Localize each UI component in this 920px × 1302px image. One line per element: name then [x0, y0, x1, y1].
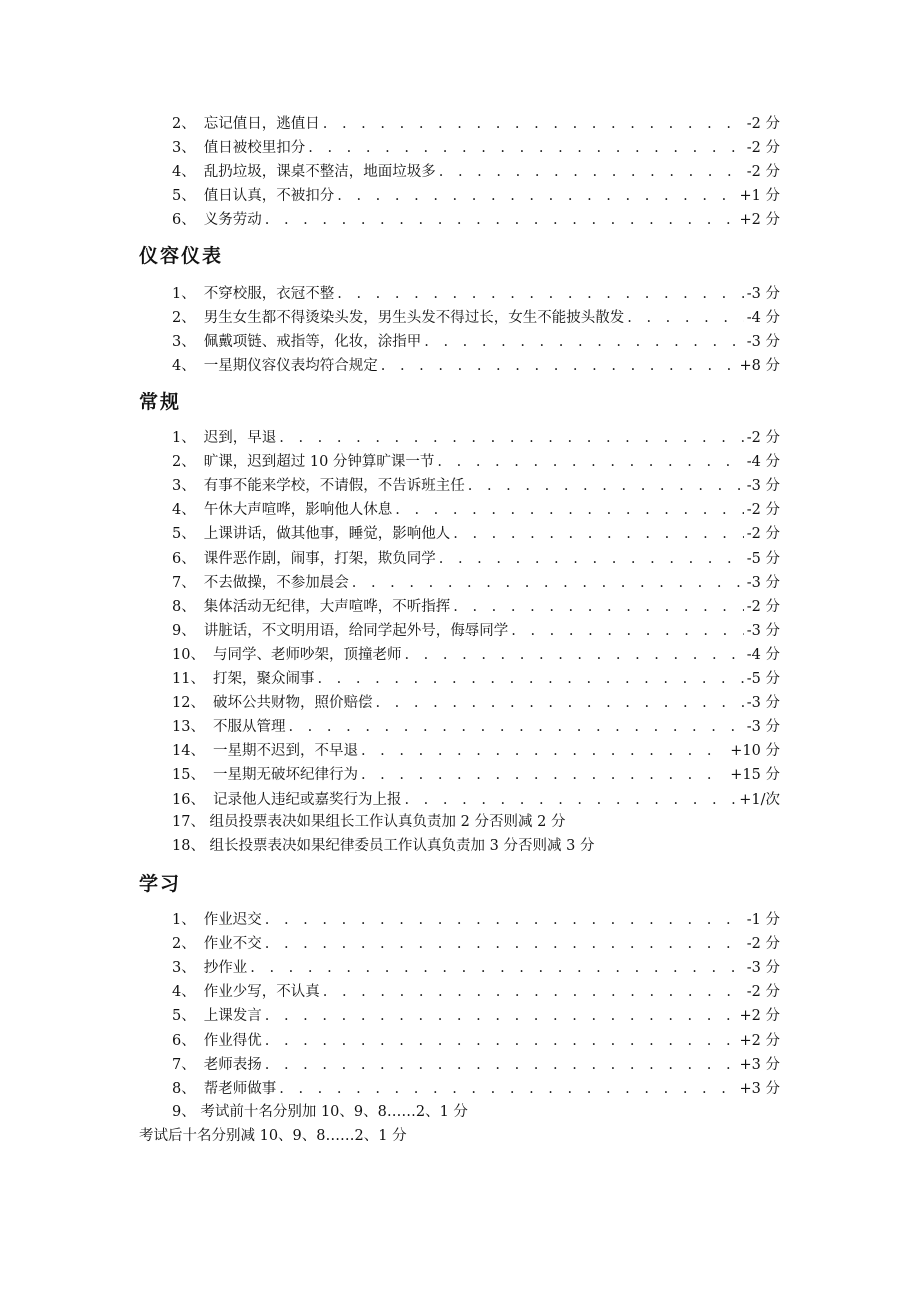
dot-leader [308, 137, 744, 159]
item-score: -4 分 [746, 454, 780, 471]
appearance-item [172, 331, 780, 353]
routine-item [172, 620, 780, 642]
item-text: 不去做操，不参加晨会 [203, 574, 349, 591]
duty-item [172, 137, 780, 159]
dot-leader [265, 1030, 737, 1052]
routine-item [172, 451, 780, 473]
dot-leader [375, 692, 743, 714]
item-number: 3、 [172, 334, 196, 350]
routine-item [172, 644, 780, 666]
dot-leader [352, 572, 744, 594]
item-number: 3、 [172, 478, 196, 495]
item-text: 一星期不迟到，不早退 [212, 743, 358, 760]
routine-note: 17、 组员投票表决如果组长工作认真负责加 2 分否则减 2 分 [172, 814, 566, 830]
item-score: -4 分 [746, 310, 780, 326]
appearance-item [172, 355, 780, 377]
dot-leader [361, 740, 727, 762]
item-number: 8、 [172, 598, 196, 615]
dot-leader [337, 283, 744, 305]
item-text: 佩戴项链、戒指等，化妆，涂指甲 [203, 334, 422, 350]
appearance-item [172, 307, 780, 329]
item-text: 破坏公共财物，照价赔偿 [212, 695, 373, 712]
item-score: -5 分 [746, 671, 780, 687]
dot-leader [361, 764, 727, 786]
item-text: 迟到，早退 [203, 430, 277, 446]
dot-leader [250, 957, 744, 979]
routine-item [172, 789, 780, 811]
item-number: 4、 [172, 984, 196, 1001]
item-score: -3 分 [746, 574, 780, 591]
item-text: 课件恶作剧，闹事，打架，欺负同学 [203, 550, 436, 567]
item-text: 值日被校里扣分 [203, 140, 306, 156]
item-number: 3、 [172, 960, 196, 977]
item-number: 16、 [172, 791, 205, 808]
item-number: 15、 [172, 767, 205, 784]
item-text: 上课发言 [203, 1008, 262, 1025]
routine-item [172, 475, 780, 497]
item-text: 一星期仪容仪表均符合规定 [203, 358, 378, 374]
item-number: 4、 [172, 358, 196, 374]
item-score: -2 分 [746, 116, 780, 132]
item-text: 老师表扬 [203, 1056, 262, 1073]
item-number: 13、 [172, 719, 205, 736]
item-number: 6、 [172, 1032, 196, 1049]
item-score: +2 分 [739, 1032, 780, 1049]
study-item [172, 981, 780, 1003]
study-note: 9、 考试前十名分别加 10、9、8……2、1 分 [172, 1104, 468, 1120]
item-text: 一星期无破坏纪律行为 [212, 767, 358, 784]
routine-item [172, 523, 780, 545]
item-number: 14、 [172, 743, 205, 760]
item-number: 2、 [172, 310, 196, 326]
routine-item [172, 692, 780, 714]
item-score: -2 分 [746, 936, 780, 953]
study-item [172, 933, 780, 955]
duty-item [172, 161, 780, 183]
dot-leader [279, 1078, 736, 1100]
item-number: 7、 [172, 1056, 196, 1073]
item-number: 2、 [172, 454, 196, 471]
item-score: -3 分 [746, 478, 780, 495]
item-text: 值日认真，不被扣分 [203, 188, 335, 204]
item-text: 旷课，迟到超过 10 分钟算旷课一节 [203, 454, 435, 471]
item-score: +15 分 [730, 767, 780, 784]
dot-leader [323, 113, 744, 135]
item-number: 9、 [172, 622, 196, 639]
item-number: 8、 [172, 1080, 196, 1097]
item-text: 午休大声喧哗，影响他人休息 [203, 502, 393, 519]
routine-note: 18、 组长投票表决如果纪律委员工作认真负责加 3 分否则减 3 分 [172, 838, 595, 854]
routine-item [172, 764, 780, 786]
duty-item [172, 185, 780, 207]
item-number: 2、 [172, 116, 196, 132]
routine-item [172, 668, 780, 690]
item-score: -3 分 [746, 719, 780, 736]
item-score: -2 分 [746, 430, 780, 446]
dot-leader [323, 981, 744, 1003]
item-text: 有事不能来学校，不请假，不告诉班主任 [203, 478, 465, 495]
routine-item [172, 716, 780, 738]
item-text: 不服从管理 [212, 719, 286, 736]
item-text: 讲脏话，不文明用语，给同学起外号，侮辱同学 [203, 622, 509, 639]
item-score: -2 分 [746, 502, 780, 519]
dot-leader [404, 644, 743, 666]
item-number: 1、 [172, 430, 196, 446]
item-score: +8 分 [739, 358, 780, 374]
item-score: +2 分 [739, 212, 780, 228]
item-number: 1、 [172, 286, 196, 302]
item-score: -2 分 [746, 526, 780, 543]
study-item [172, 1078, 780, 1100]
section-heading-appearance: 仪容仪表 [139, 245, 224, 267]
item-text: 记录他人违纪或嘉奖行为上报 [212, 791, 402, 808]
item-score: -2 分 [746, 164, 780, 180]
item-text: 上课讲话，做其他事，睡觉，影响他人 [203, 526, 451, 543]
dot-leader [404, 789, 736, 811]
dot-leader [265, 909, 744, 931]
dot-leader [265, 933, 744, 955]
study-item [172, 1054, 780, 1076]
dot-leader [337, 185, 736, 207]
dot-leader [265, 209, 737, 231]
item-score: +10 分 [730, 743, 780, 760]
item-score: -2 分 [746, 598, 780, 615]
dot-leader [439, 161, 744, 183]
item-score: -2 分 [746, 140, 780, 156]
item-score: +2 分 [739, 1008, 780, 1025]
item-score: +3 分 [739, 1080, 780, 1097]
item-number: 5、 [172, 188, 196, 204]
routine-item [172, 596, 780, 618]
dot-leader [424, 331, 744, 353]
item-score: -3 分 [746, 695, 780, 712]
item-number: 5、 [172, 526, 196, 543]
item-score: +1 分 [739, 188, 780, 204]
dot-leader [288, 716, 743, 738]
dot-leader [511, 620, 744, 642]
item-number: 1、 [172, 912, 196, 928]
item-text: 男生女生都不得烫染头发，男生头发不得过长，女生不能披头散发 [203, 310, 625, 326]
item-score: -3 分 [746, 334, 780, 350]
section-heading-routine: 常规 [139, 391, 182, 413]
dot-leader [437, 451, 743, 473]
item-score: -4 分 [746, 646, 780, 663]
dot-leader [265, 1054, 737, 1076]
item-text: 抄作业 [203, 960, 248, 977]
dot-leader [317, 668, 743, 690]
study-tail-note: 考试后十名分别减 10、9、8……2、1 分 [139, 1128, 407, 1144]
study-item [172, 1030, 780, 1052]
item-number: 2、 [172, 936, 196, 953]
routine-item [172, 499, 780, 521]
item-text: 集体活动无纪律，大声喧哗，不听指挥 [203, 598, 451, 615]
item-text: 作业迟交 [203, 912, 262, 928]
item-number: 4、 [172, 502, 196, 519]
item-score: +1/次 [739, 791, 780, 808]
duty-item [172, 113, 780, 135]
item-number: 6、 [172, 550, 196, 567]
appearance-item [172, 283, 780, 305]
routine-item [172, 427, 780, 449]
item-number: 5、 [172, 1008, 196, 1025]
section-heading-study: 学习 [139, 873, 182, 895]
item-number: 12、 [172, 695, 205, 712]
routine-item [172, 572, 780, 594]
item-score: -2 分 [746, 984, 780, 1001]
dot-leader [381, 355, 737, 377]
item-text: 作业少写，不认真 [203, 984, 320, 1001]
duty-item [172, 209, 780, 231]
study-item [172, 909, 780, 931]
study-item [172, 1005, 780, 1027]
item-text: 作业得优 [203, 1032, 262, 1049]
routine-item [172, 740, 780, 762]
item-number: 4、 [172, 164, 196, 180]
item-score: -3 分 [746, 286, 780, 302]
dot-leader [439, 548, 744, 570]
item-score: -1 分 [746, 912, 780, 928]
item-text: 打架，聚众闹事 [212, 671, 315, 687]
item-text: 与同学、老师吵架，顶撞老师 [212, 646, 402, 663]
item-number: 6、 [172, 212, 196, 228]
item-number: 11、 [172, 671, 205, 687]
dot-leader [279, 427, 744, 449]
dot-leader [627, 307, 744, 329]
item-score: +3 分 [739, 1056, 780, 1073]
item-score: -5 分 [746, 550, 780, 567]
item-text: 作业不交 [203, 936, 262, 953]
routine-item [172, 548, 780, 570]
dot-leader [453, 596, 744, 618]
item-score: -3 分 [746, 622, 780, 639]
item-text: 帮老师做事 [203, 1080, 277, 1097]
study-item [172, 957, 780, 979]
item-score: -3 分 [746, 960, 780, 977]
item-text: 乱扔垃圾，课桌不整洁，地面垃圾多 [203, 164, 436, 180]
item-text: 不穿校服，衣冠不整 [203, 286, 335, 302]
item-number: 7、 [172, 574, 196, 591]
item-text: 忘记值日，逃值日 [203, 116, 320, 132]
dot-leader [468, 475, 744, 497]
dot-leader [453, 523, 744, 545]
dot-leader [395, 499, 744, 521]
dot-leader [265, 1005, 737, 1027]
item-number: 10、 [172, 646, 205, 663]
item-number: 3、 [172, 140, 196, 156]
item-text: 义务劳动 [203, 212, 262, 228]
